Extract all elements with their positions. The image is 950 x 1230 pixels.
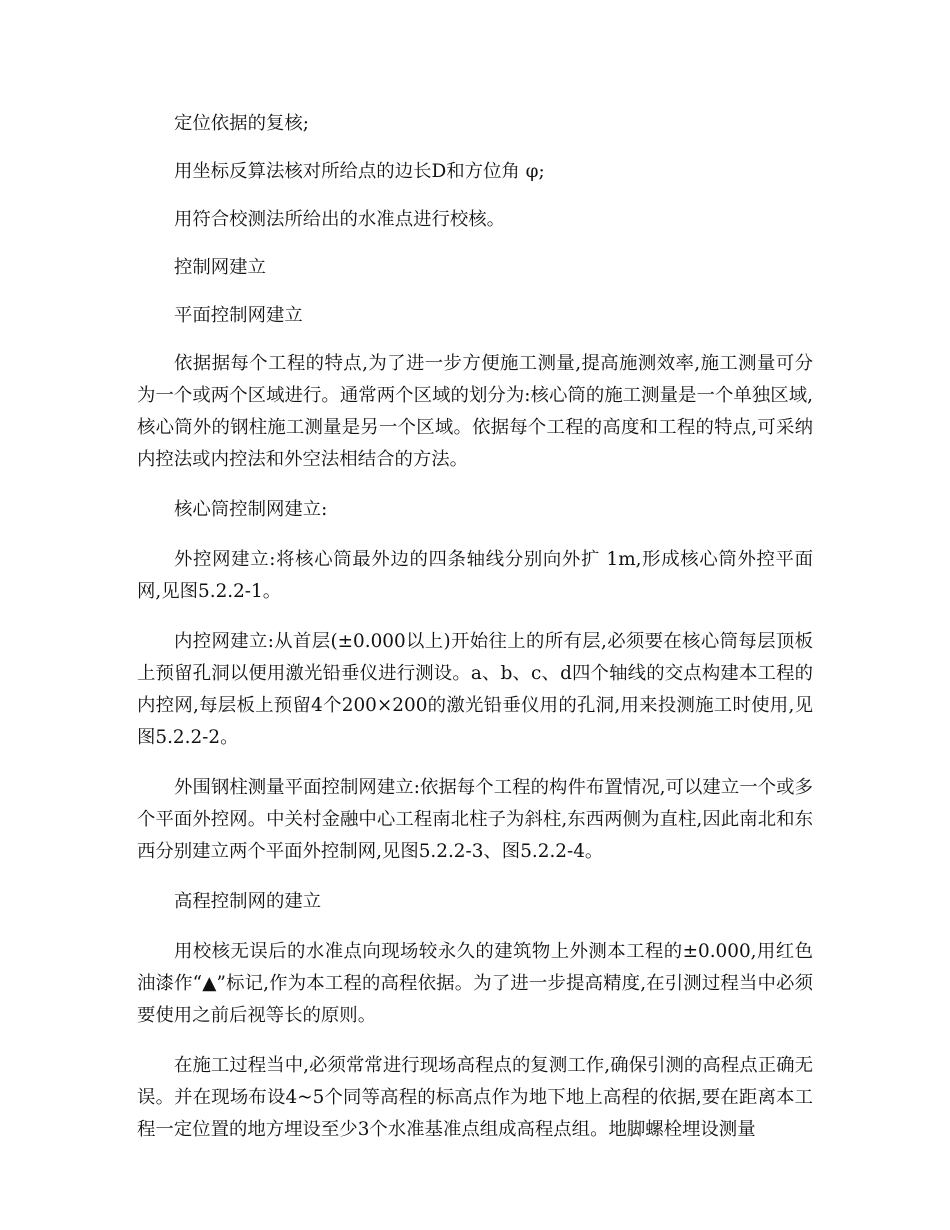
paragraph-coordinate-inverse: 用坐标反算法核对所给点的边长D和方位角 φ; bbox=[174, 161, 545, 182]
paragraph-benchmark-check: 用符合校测法所给出的水准点进行校核。 bbox=[174, 209, 506, 230]
heading-control-network: 控制网建立 bbox=[174, 257, 266, 278]
paragraph-elevation-reference: 用校核无误后的水准点向现场较永久的建筑物上外测本工程的±0.000,用红色油漆作“▲”标记,作为本工程的高程依据。为了进一步提高精度,在引测过程当中必须要使用之前后视等长的原则。 bbox=[137, 941, 813, 1026]
paragraph-zone-division: 依据据每个工程的特点,为了进一步方便施工测量,提高施测效率,施工测量可分为一个或两个区域进行。通常两个区域的划分为:核心筒的施工测量是一个单独区域,核心筒外的钢柱施工测量是另一个区域。依据每个工程的高度和工程的特点,可采纳内控法或内控法和外空法相结合的方法。 bbox=[137, 353, 813, 470]
heading-core-tube-network: 核心筒控制网建立: bbox=[174, 499, 328, 520]
document-body bbox=[137, 108, 813, 1146]
paragraph-steel-column-network: 外围钢柱测量平面控制网建立:依据每个工程的构件布置情况,可以建立一个或多个平面外控网。中关村金融中心工程南北柱子为斜柱,东西两侧为直柱,因此南北和东西分别建立两个平面外控制网,见图5.2.2-3、图5.2.2-4。 bbox=[137, 777, 813, 862]
heading-plane-control-network: 平面控制网建立 bbox=[174, 305, 303, 326]
paragraph-verification-basis: 定位依据的复核; bbox=[174, 113, 309, 134]
paragraph-inner-control-network: 内控网建立:从首层(±0.000以上)开始往上的所有层,必须要在核心筒每层顶板上预留孔洞以便用激光铅垂仪进行测设。a、b、c、d四个轴线的交点构建本工程的内控网,每层板上预留4个200×200的激光铅垂仪用的孔洞,用来投测施工时使用,见图5.2.2-2。 bbox=[137, 631, 813, 748]
paragraph-outer-control-network: 外控网建立:将核心筒最外边的四条轴线分别向外扩 1m,形成核心筒外控平面网,见图5.2.2-1。 bbox=[137, 549, 813, 602]
paragraph-elevation-recheck: 在施工过程当中,必须常常进行现场高程点的复测工作,确保引测的高程点正确无误。并在现场布设4~5个同等高程的标高点作为地下地上高程的依据,要在距离本工程一定位置的地方埋设至少3个水准基准点组成高程点组。地脚螺栓埋设测量 bbox=[137, 1055, 813, 1140]
heading-elevation-control-network: 高程控制网的建立 bbox=[174, 891, 322, 912]
